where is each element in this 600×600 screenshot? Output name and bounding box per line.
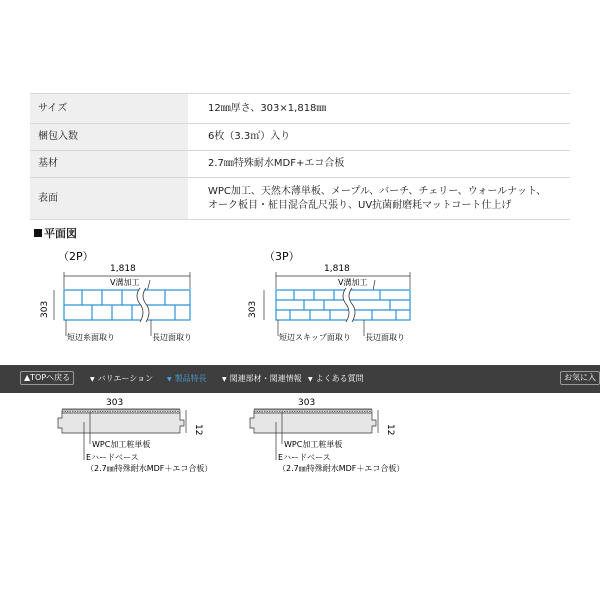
section-left-width: 303 — [106, 398, 124, 408]
plan-3p-width: 1,818 — [324, 264, 350, 274]
triangle-down-icon: ▼ — [222, 376, 227, 383]
nav-related[interactable]: ▼ 関連部材・関連情報 — [222, 374, 302, 383]
spec-label: 梱包入数 — [30, 124, 188, 151]
nav-faq[interactable]: ▼ よくある質問 — [308, 374, 364, 383]
spec-value-line1: WPC加工、天然木薄単板、メープル、バーチ、チェリー、ウォールナット、 — [208, 185, 547, 197]
section-right-base-detail: （2.7㎜特殊耐水MDF＋エコ合板） — [278, 464, 405, 473]
plan-3p-height: 303 — [248, 300, 258, 318]
triangle-down-icon: ▼ — [308, 376, 313, 383]
plan-2p-groove: V溝加工 — [110, 278, 140, 287]
plan-3p-long-edge: 長辺面取り — [365, 333, 405, 342]
section-right — [250, 398, 404, 473]
plan-2p-width: 1,818 — [110, 264, 136, 274]
nav-variation[interactable]: ▼ バリエーション — [90, 374, 154, 383]
plan-3p-label: （3P） — [264, 250, 300, 263]
triangle-down-icon: ▼ — [90, 376, 95, 383]
spec-label: 表面 — [30, 178, 188, 220]
plan-diagrams — [0, 244, 600, 364]
square-bullet-icon — [34, 229, 42, 237]
spec-label: サイズ — [30, 94, 188, 124]
plan-2p-height: 303 — [40, 300, 50, 318]
plan-title — [34, 227, 77, 241]
spec-label: 基材 — [30, 151, 188, 178]
triangle-down-icon: ▼ — [167, 376, 172, 383]
section-right-thickness: 12 — [385, 424, 395, 436]
spec-row-base — [30, 151, 570, 178]
spec-value — [188, 178, 570, 220]
back-to-top-button[interactable]: ▲TOPへ戻る — [20, 371, 74, 385]
section-diagrams — [0, 396, 600, 486]
plan-3p-groove: V溝加工 — [338, 278, 368, 287]
spec-row-packing — [30, 124, 570, 151]
section-left — [58, 398, 212, 473]
spec-value: 2.7㎜特殊耐水MDF+エコ合板 — [188, 151, 570, 178]
section-right-surface: WPC加工粧単板 — [284, 440, 343, 449]
page-nav-bar — [0, 365, 600, 393]
spec-row-surface — [30, 178, 570, 220]
plan-2p-short-edge: 短辺糸面取り — [67, 333, 115, 342]
section-left-base-detail: （2.7㎜特殊耐水MDF＋エコ合板） — [86, 464, 213, 473]
plan-2p-label: （2P） — [58, 250, 94, 263]
plan-title-text: 平面図 — [44, 227, 77, 240]
plan-3p-short-edge: 短辺スキップ面取り — [279, 333, 351, 342]
plan-2p — [40, 250, 192, 342]
spec-row-size — [30, 94, 570, 124]
section-left-surface: WPC加工粧単板 — [92, 440, 151, 449]
spec-value-line2: オーク板目・柾目混合乱尺張り、UV抗菌耐磨耗マットコート仕上げ — [208, 199, 512, 211]
spec-value: 6枚（3.3㎡）入り — [188, 124, 570, 151]
plan-3p — [248, 250, 410, 342]
spec-value: 12㎜厚さ、303×1,818㎜ — [188, 94, 570, 124]
section-right-width: 303 — [298, 398, 316, 408]
plan-2p-bricks — [64, 290, 190, 320]
spec-table — [30, 93, 570, 220]
plan-2p-long-edge: 長辺面取り — [152, 333, 192, 342]
favorite-button[interactable]: お気に入 — [560, 371, 600, 385]
section-left-base: Eハードベース — [86, 453, 139, 462]
section-right-base: Eハードベース — [278, 453, 331, 462]
nav-features[interactable]: ▼ 製品特長 — [167, 374, 207, 383]
section-left-thickness: 12 — [193, 424, 203, 436]
